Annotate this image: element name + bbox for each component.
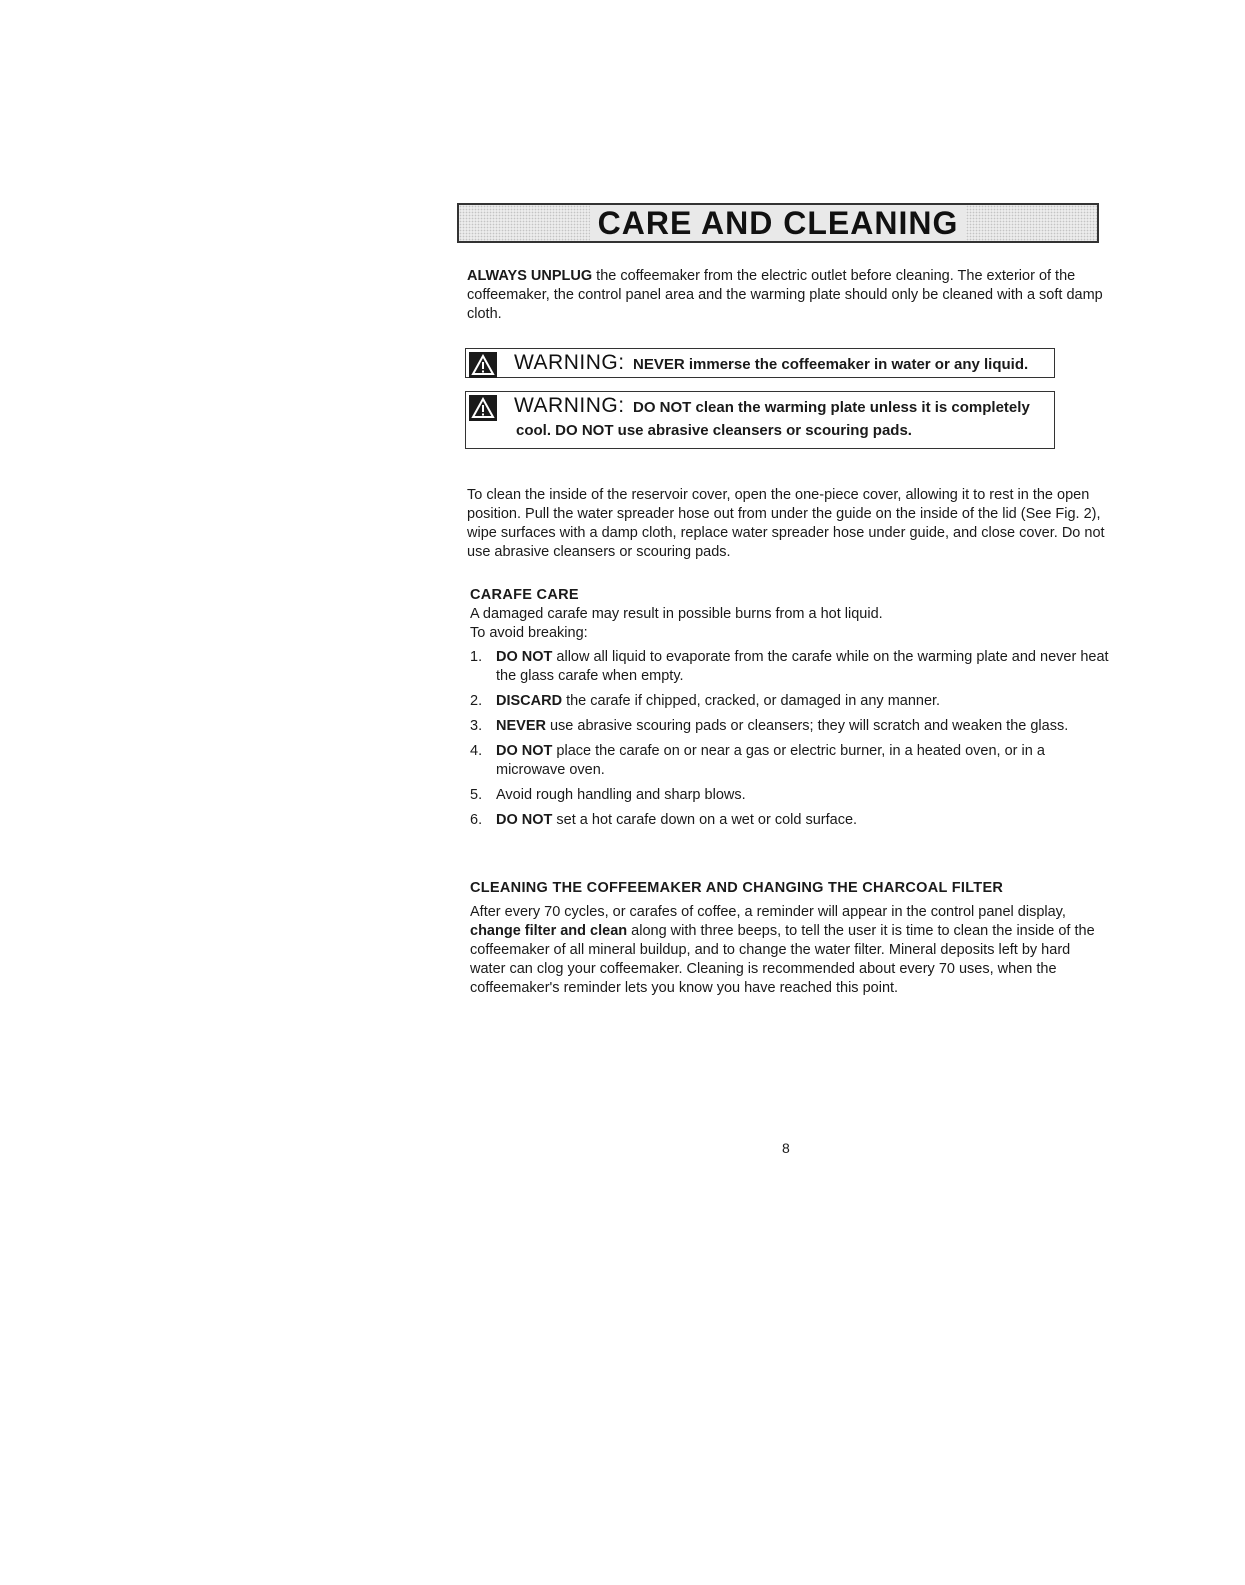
- warning-box-immerse: [465, 348, 1055, 378]
- cleaning-text-a: After every 70 cycles, or carafes of coffee, a reminder will appear in the control panel display,: [470, 904, 1066, 920]
- step-bold: DO NOT: [496, 649, 553, 665]
- step-number: 1.: [470, 649, 483, 665]
- carafe-intro: [470, 605, 883, 643]
- step-text: place the carafe on or near a gas or electric burner, in a heated oven, or in a microwave oven.: [496, 743, 1045, 778]
- step-bold: DO NOT: [496, 812, 553, 828]
- section-title-bar: [457, 203, 1099, 243]
- carafe-intro-line2: To avoid breaking:: [470, 625, 588, 641]
- cleaning-bold: change filter and clean: [470, 923, 628, 939]
- step-text: use abrasive scouring pads or cleansers; they will scratch and weaken the glass.: [545, 718, 1069, 734]
- step-text: the carafe if chipped, cracked, or damaged in any manner.: [562, 693, 941, 709]
- list-item: [470, 717, 1110, 736]
- cleaning-paragraph: [470, 903, 1100, 998]
- intro-lead: ALWAYS UNPLUG: [467, 268, 593, 284]
- list-item: [470, 811, 1110, 830]
- warning-label: WARNING:: [514, 351, 625, 374]
- carafe-intro-line1: A damaged carafe may result in possible burns from a hot liquid.: [470, 606, 883, 622]
- step-bold: DISCARD: [496, 693, 563, 709]
- cleaning-text-b: along with three beeps, to tell the user it is time to clean the inside of the coffeemaker of all mineral buildup, and to change the water filter. Mineral deposits left by hard water can clog your coffeemaker. Cleaning is recommended about every 70 uses, when the coffeemaker's reminder lets you know you have reached this point.: [470, 923, 1095, 996]
- page-number: 8: [782, 1140, 790, 1156]
- warning-triangle-icon: [469, 352, 497, 378]
- warning-triangle-icon: [469, 395, 497, 421]
- intro-text: the coffeemaker from the electric outlet before cleaning. The exterior of the coffeemaker, the control panel area and the warming plate should only be cleaned with a soft damp cloth.: [467, 268, 1103, 322]
- step-text: set a hot carafe down on a wet or cold surface.: [552, 812, 858, 828]
- step-number: 6.: [470, 812, 483, 828]
- warning-label: WARNING:: [514, 394, 625, 417]
- step-bold: DO NOT: [496, 743, 553, 759]
- list-item: [470, 786, 1110, 805]
- step-text: allow all liquid to evaporate from the carafe while on the warming plate and never heat the glass carafe when empty.: [496, 649, 1109, 684]
- warning-text-line1: DO NOT clean the warming plate unless it is completely: [633, 399, 1030, 416]
- cleaning-heading: CLEANING THE COFFEEMAKER AND CHANGING THE CHARCOAL FILTER: [470, 880, 1004, 896]
- list-item: [470, 742, 1110, 780]
- carafe-care-heading: CARAFE CARE: [470, 587, 579, 603]
- intro-paragraph: [467, 267, 1105, 324]
- step-number: 5.: [470, 787, 483, 803]
- step-number: 4.: [470, 743, 483, 759]
- step-text: Avoid rough handling and sharp blows.: [496, 787, 746, 803]
- step-bold: NEVER: [496, 718, 546, 734]
- warning-text-line2: cool. DO NOT use abrasive cleansers or scouring pads.: [516, 422, 912, 439]
- page-title: CARE AND CLEANING: [590, 205, 967, 241]
- list-item: [470, 692, 1110, 711]
- list-item: [470, 648, 1110, 686]
- step-number: 2.: [470, 693, 483, 709]
- warning-text: NEVER immerse the coffeemaker in water or any liquid.: [633, 356, 1029, 373]
- warning-box-warming-plate: [465, 391, 1055, 449]
- reservoir-paragraph: To clean the inside of the reservoir cover, open the one-piece cover, allowing it to rest in the open position. Pull the water spreader hose out from under the guide on the inside of the lid (See Fig. 2), wipe surfaces with a damp cloth, replace water spreader hose under guide, and close cover. Do not use abrasive cleansers or scouring pads.: [467, 487, 1105, 560]
- carafe-steps-list: [470, 648, 1110, 836]
- step-number: 3.: [470, 718, 483, 734]
